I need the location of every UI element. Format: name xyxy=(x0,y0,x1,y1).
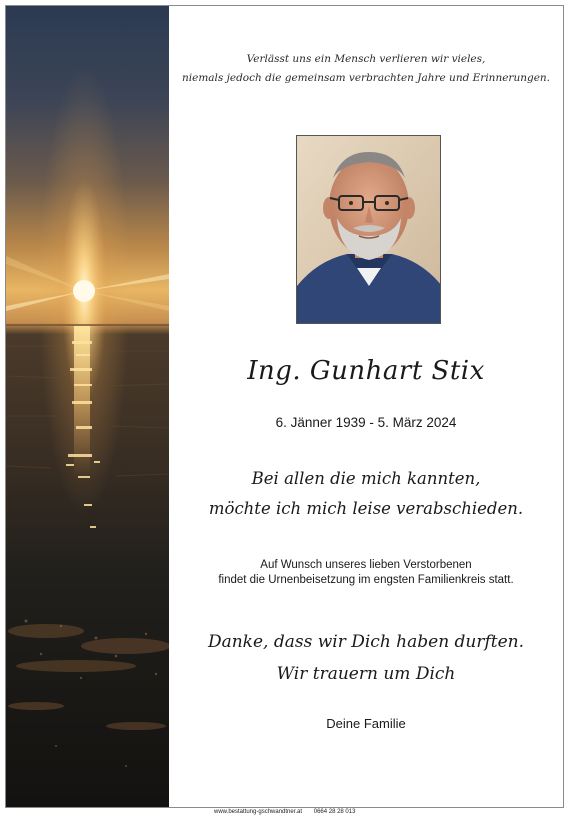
thanks-line-2: Wir trauern um Dich xyxy=(276,664,456,684)
life-dates: 6. Jänner 1939 - 5. März 2024 xyxy=(275,415,457,430)
notice-line-2: findet die Urnenbeisetzung im engsten Familienkreis statt. xyxy=(218,574,514,586)
thanks-line-1: Danke, dass wir Dich haben durften. xyxy=(207,632,525,652)
memorial-quote xyxy=(169,50,563,88)
quote-line-2: niemals jedoch die gemeinsam verbrachten Jahre und Erinnerungen. xyxy=(181,72,551,84)
parte-card xyxy=(5,5,564,808)
notice-line-1: Auf Wunsch unseres lieben Verstorbenen xyxy=(260,559,472,571)
footer-phone: 0664 28 28 013 xyxy=(313,809,356,815)
content-column xyxy=(169,6,563,807)
burial-notice xyxy=(169,558,563,588)
quote-line-1: Verlässt uns ein Mensch verlieren wir vieles, xyxy=(246,53,486,65)
farewell-text xyxy=(169,464,563,524)
footer-website[interactable]: www.bestattung-gschwandtner.at xyxy=(214,809,303,815)
family-signature: Deine Familie xyxy=(326,716,406,731)
farewell-line-1: Bei allen die mich kannten, xyxy=(251,469,481,488)
deceased-name: Ing. Gunhart Stix xyxy=(247,356,485,386)
thanks-text xyxy=(169,626,563,690)
portrait-photo xyxy=(296,135,441,324)
farewell-line-2: möchte ich mich leise verabschieden. xyxy=(208,499,524,518)
footer-contact xyxy=(214,809,365,815)
sunset-sea-image xyxy=(6,6,169,807)
